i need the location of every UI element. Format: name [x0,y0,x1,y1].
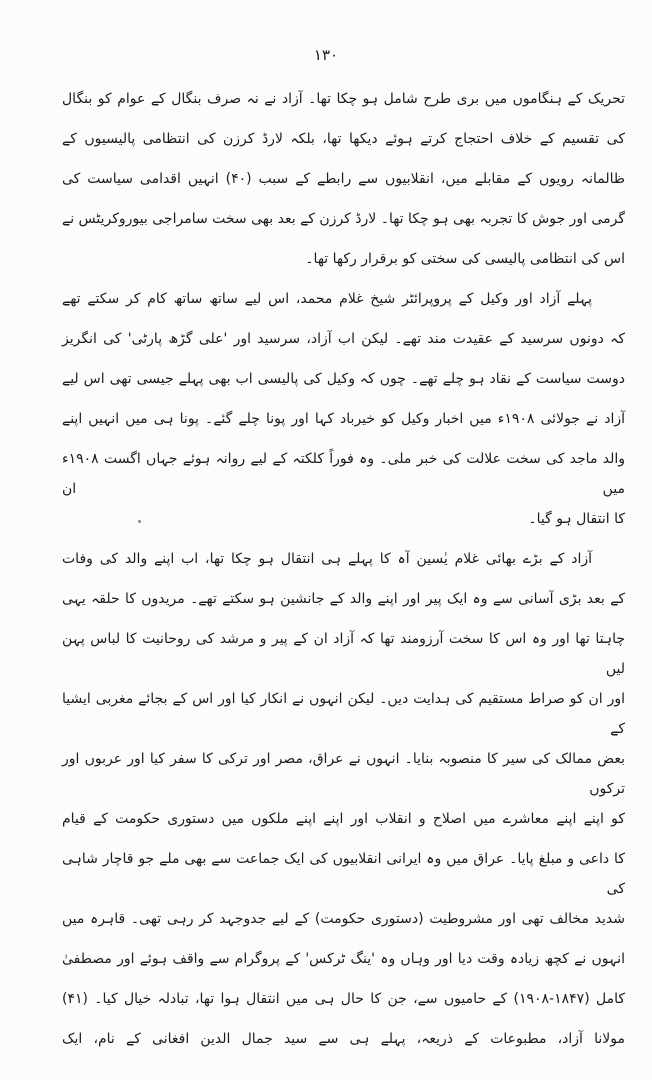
text-line: آزاد کے بڑے بھائی غلام یٰسین آہ کا پہلے ہی انتقال ہو چکا تھا، اب اپنے والد کی وفات [62,551,592,567]
text-line: کو اپنے اپنے معاشرے میں اصلاح و انقلاب اور اپنے اپنے ملکوں میں دستوری حکومت کے قیام [62,811,625,827]
text-line: انہوں نے کچھ زیادہ وقت دیا اور وہاں وہ 'ینگ ٹرکس' کے پروگرام سے واقف ہوئے اور مصطفیٰ [62,951,625,967]
text-line: گرمی اور جوش کا تجربہ بھی ہو چکا تھا۔ لارڈ کرزن کے بعد بھی سخت سامراجی بیوروکریٹس نے [62,211,625,227]
text-line: پہلے آزاد اور وکیل کے پروپرائٹر شیخ غلام محمد، اس لیے ساتھ ساتھ کام کر سکتے تھے [62,291,592,307]
text-block [62,84,625,1064]
paragraph-1 [62,84,625,284]
text-line: بعض ممالک کی سیر کا منصوبہ بنایا۔ انہوں نے عراق، مصر اور ترکی کا سفر کیا اور عربوں اور ترکوں [62,751,625,797]
page-number: ۱۳۰ [313,46,339,64]
text-line: اس کی انتظامی پالیسی کی سختی کو برقرار رکھا تھا۔ [305,251,625,267]
text-line: آزاد نے جولائی ۱۹۰۸ء میں اخبار وکیل کو خیرباد کہا اور پونا چلے گئے۔ پونا ہی میں انہیں اپنے [62,411,625,427]
text-line: مولانا آزاد، مطبوعات کے ذریعہ، پہلے ہی سے سید جمال الدین افغانی کے نام، ایک [62,1031,625,1047]
text-line: کامل (۱۸۴۷-۱۹۰۸) کے حامیوں سے، جن کا حال ہی میں انتقال ہوا تھا، تبادلہ خیال کیا۔ (۴۱) [62,991,625,1007]
scan-speck [138,520,141,523]
paragraph-3 [62,544,625,1064]
text-line: ظالمانہ رویوں کے مقابلے میں، انقلابیوں سے رابطے کے سبب (۴۰) انہیں اقدامی سیاست کی [62,171,625,187]
text-line: کی تقسیم کے خلاف احتجاج کرتے ہوئے دیکھا تھا، بلکہ لارڈ کرزن کی انتظامی پالیسیوں کے [62,131,625,147]
text-line: کہ دونوں سرسید کے عقیدت مند تھے۔ لیکن اب آزاد، سرسید اور 'علی گڑھ پارٹی' کی انگریز [62,331,625,347]
text-line: دوست سیاست کے نقاد ہو چلے تھے۔ چوں کہ وکیل کی پالیسی اب بھی پہلے جیسی تھی اس لیے [62,371,625,387]
text-line: تحریک کے ہنگاموں میں بری طرح شامل ہو چکا تھا۔ آزاد نے نہ صرف بنگال کے عوام کو بنگال [62,91,625,107]
text-line: والد ماجد کی سخت علالت کی خبر ملی۔ وہ فوراً کلکتہ کے لیے روانہ ہوئے جہاں اگست ۱۹۰۸ء میں ان [62,451,625,497]
text-line: چاہتا تھا اور وہ اس کا سخت آرزومند تھا کہ آزاد ان کے پیر و مرشد کی روحانیت کا لباس پہن لیں [62,631,625,677]
text-line: شدید مخالف تھی اور مشروطیت (دستوری حکومت) کے لیے جدوجہد کر رہی تھی۔ قاہرہ میں [62,911,625,927]
text-line: کے بعد بڑی آسانی سے وہ ایک پیر اور اپنے والد کے جانشین ہو سکتے تھے۔ مریدوں کا حلقہ یہی [62,591,625,607]
paragraph-2 [62,284,625,544]
text-line: کا انتقال ہو گیا۔ [528,511,625,527]
text-line: اور ان کو صراط مستقیم کی ہدایت دیں۔ لیکن انہوں نے انکار کیا اور اس کے بجائے مغربی ایشیا کے [62,691,625,737]
text-line: کا داعی و مبلغ پایا۔ عراق میں وہ ایرانی انقلابیوں کی ایک جماعت سے بھی ملے جو قاچار شاہی کی [62,851,625,897]
